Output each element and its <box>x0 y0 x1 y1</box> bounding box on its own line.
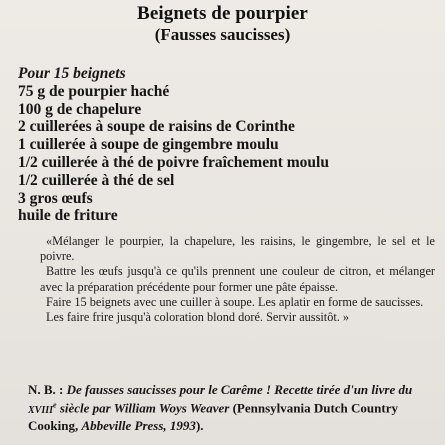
method-paragraph: Les faire frire jusqu'à coloration blond doré. Servir aussitôt. » <box>46 310 350 325</box>
method-paragraph: «Mélanger le pourpier, la chapelure, les raisins, le gingembre, le sel et le poivre. <box>40 234 435 264</box>
note-century-numeral: XVIII <box>28 404 54 416</box>
ingredient-list <box>18 65 428 225</box>
note-publisher: Abbeville Press, 1993 <box>81 418 196 434</box>
ingredient-item: 1/2 cuillerée à thé de poivre fraîchement moulu <box>18 153 329 171</box>
recipe-header <box>0 3 445 45</box>
ingredient-item: 3 gros œufs <box>18 189 93 207</box>
note-text-roman: (Pennsylvania Dutch Country Cooking, <box>28 400 398 434</box>
method-text <box>40 234 435 325</box>
recipe-title: Beignets de pourpier <box>137 3 308 24</box>
recipe-note <box>28 382 440 434</box>
serves-line: Pour 15 beignets <box>18 65 126 82</box>
note-label: N. B. : <box>28 382 64 397</box>
method-paragraph: Battre les œufs jusqu'à ce qu'ils prennent une couleur de citron, et mélanger avec la préparation précédente pour former une pâte épaisse. <box>40 264 435 294</box>
note-closing: ). <box>195 418 204 434</box>
note-text-italic: De fausses saucisses pour le Carême ! Recette tirée d'un livre du <box>66 382 413 397</box>
ingredient-item: 1 cuillerée à soupe de gingembre moulu <box>18 136 279 154</box>
note-century <box>28 401 57 416</box>
method-paragraph: Faire 15 beignets avec une cuiller à soupe. Les aplatir en forme de saucisses. <box>46 294 424 309</box>
ingredient-item: 100 g de chapelure <box>18 100 142 118</box>
note-century-sup: e <box>53 400 57 410</box>
note-text-italic-2: siècle par William Woys Weaver <box>59 400 230 416</box>
ingredient-item: 2 cuillerées à soupe de raisins de Corinthe <box>18 118 295 136</box>
ingredient-item: 75 g de pourpier haché <box>18 82 170 100</box>
recipe-subtitle: (Fausses saucisses) <box>154 25 291 44</box>
ingredient-item: huile de friture <box>18 207 118 225</box>
ingredient-item: 1/2 cuillerée à thé de sel <box>18 171 175 189</box>
